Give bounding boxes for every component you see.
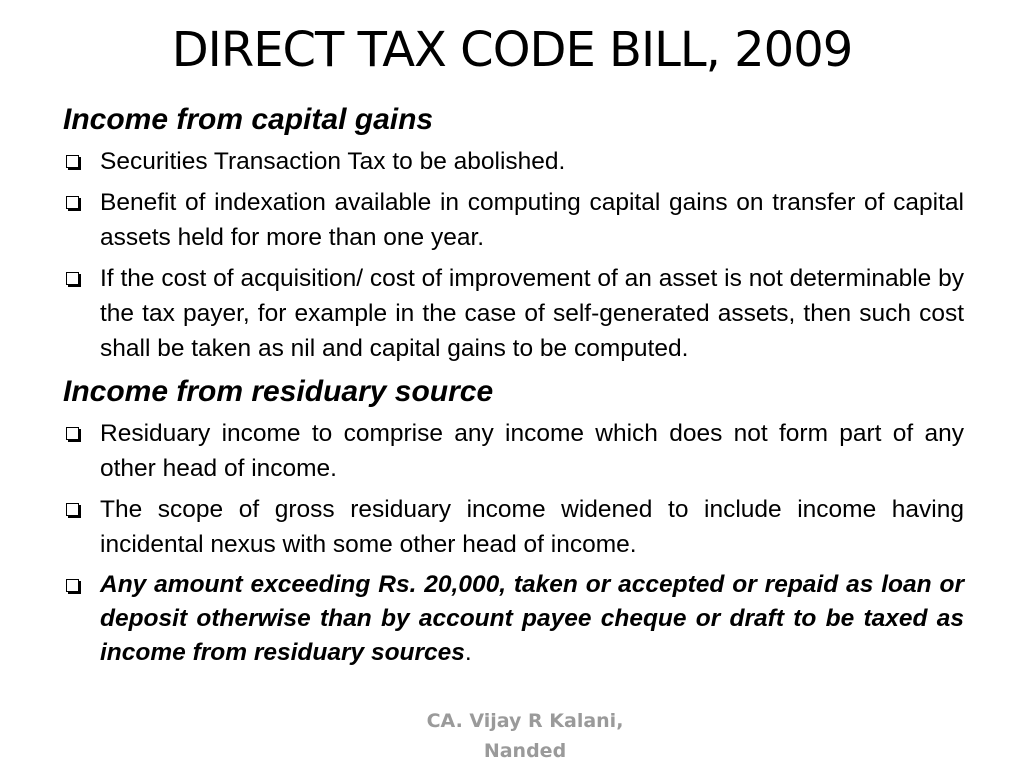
- bullet-text: The scope of gross residuary income widened to include income having incidental nexus with some other head of income.: [100, 496, 964, 558]
- slide-title: DIRECT TAX CODE BILL, 2009: [171, 22, 853, 78]
- footer-author: [420, 706, 630, 766]
- checkbox-icon: [66, 579, 79, 592]
- section-heading-capital-gains: Income from capital gains: [63, 103, 434, 136]
- bullet-tail-period: .: [464, 639, 472, 666]
- bullet-item: [63, 492, 964, 562]
- checkbox-icon: [66, 427, 79, 440]
- bullet-item: [63, 416, 964, 486]
- footer-author-city: Nanded: [483, 740, 567, 762]
- bullet-text: Securities Transaction Tax to be abolished.: [100, 148, 566, 175]
- footer-author-name: CA. Vijay R Kalani,: [426, 710, 624, 732]
- bullet-item-emphasized: [63, 568, 964, 670]
- checkbox-icon: [66, 155, 79, 168]
- bullet-item: [63, 144, 964, 179]
- section-heading-residuary-source: Income from residuary source: [63, 375, 494, 408]
- bullet-text: Residuary income to comprise any income which does not form part of any other head of income.: [100, 420, 964, 482]
- bullet-item: [63, 261, 964, 366]
- checkbox-icon: [66, 272, 79, 285]
- bullet-text: Any amount exceeding Rs. 20,000, taken or accepted or repaid as loan or deposit otherwise than by account payee cheque or draft to be taxed as income from residuary sources: [100, 571, 964, 666]
- bullet-text: If the cost of acquisition/ cost of improvement of an asset is not determinable by the tax payer, for example in the case of self-generated assets, then such cost shall be taken as nil and capital gains to be computed.: [100, 265, 964, 362]
- slide-content: [63, 100, 964, 676]
- bullet-text: Benefit of indexation available in computing capital gains on transfer of capital assets held for more than one year.: [100, 189, 964, 251]
- bullet-item: [63, 185, 964, 255]
- checkbox-icon: [66, 196, 79, 209]
- checkbox-icon: [66, 503, 79, 516]
